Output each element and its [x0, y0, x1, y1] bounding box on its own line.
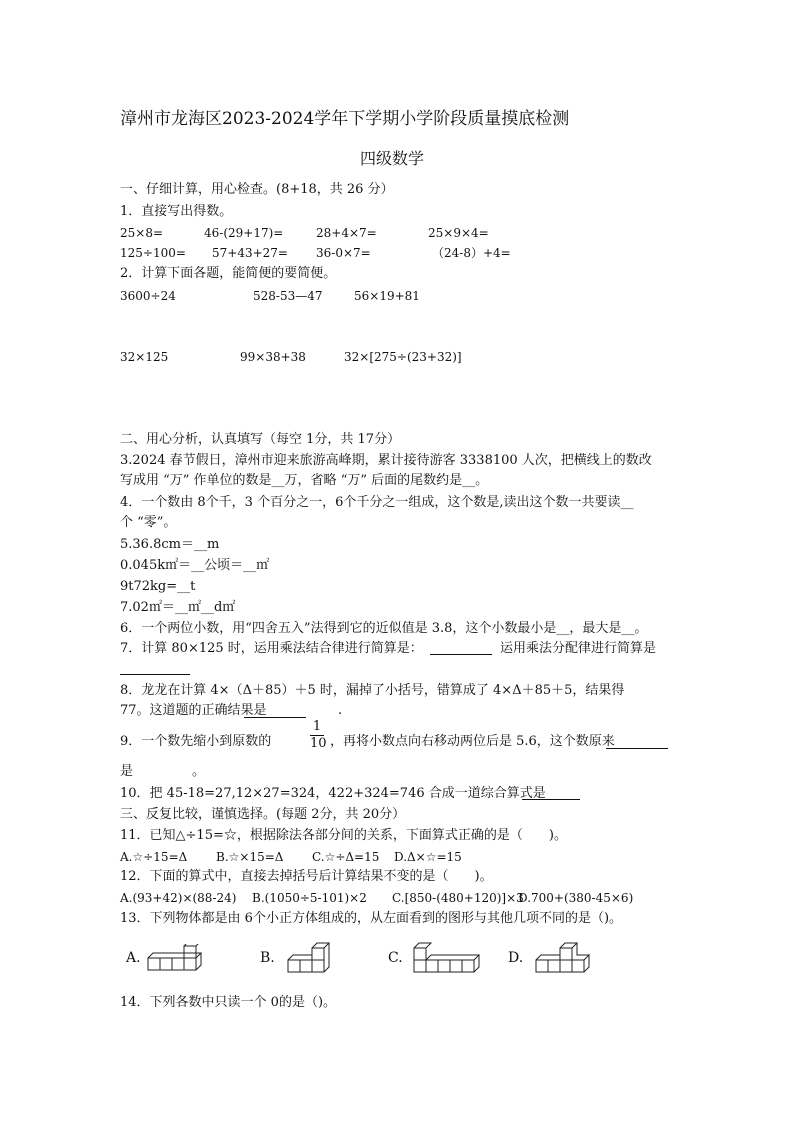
q5-c: 9t72kg=__t — [120, 579, 196, 594]
q1-item: 57+43+27= — [212, 246, 288, 260]
q2-item: 99×38+38 — [240, 350, 306, 364]
q9-fraction-numerator: 1 — [312, 719, 322, 734]
section1-heading: 一、仔细计算，用心检查。(8+18，共 26 分） — [120, 182, 394, 197]
q1-item: 25×9×4= — [428, 226, 489, 240]
q13-option-b-label[interactable]: B. — [260, 950, 275, 966]
q13-option-d-label[interactable]: D. — [508, 950, 524, 966]
q8-end: . — [338, 703, 343, 718]
q14: 14．下列各数中只读一个 0的是（)。 — [120, 995, 337, 1010]
q11-option-d[interactable]: D.Δ×☆=15 — [394, 850, 462, 864]
q1-item: 28+4×7= — [316, 226, 377, 240]
q3-line2: 写成用 “万” 作单位的数是__万，省略 “万” 后面的尾数约是__。 — [120, 473, 489, 488]
q12-option-b[interactable]: B.(1050÷5-101)×2 — [252, 891, 367, 905]
q12: 12．下面的算式中，直接去掉括号后计算结果不变的是（ )。 — [120, 869, 493, 884]
q11-option-b[interactable]: B.☆×15=Δ — [216, 850, 284, 864]
q8-line2: 77。这道题的正确结果是 — [120, 703, 267, 718]
q9-a: 9．一个数先缩小到原数的 — [120, 734, 272, 749]
q6: 6．一个两位小数，用“四舍五入”法得到它的近似值是 3.8，这个小数最小是__，最大是__。 — [120, 621, 648, 636]
q7-b: 运用乘法分配律进行简算是 — [500, 641, 657, 656]
q1-item: 46-(29+17)= — [204, 226, 284, 240]
q1-item: 36-0×7= — [316, 246, 371, 260]
q13-option-c-cubes-image — [412, 940, 484, 976]
q11: 11．已知△÷15=☆，根据除法各部分间的关系，下面算式正确的是（ )。 — [120, 828, 567, 843]
q8-line1: 8．龙龙在计算 4×（Δ＋85）＋5 时，漏掉了小括号，错算成了 4×Δ＋85＋5，结果得 — [120, 683, 625, 698]
q2-item: 32×125 — [120, 350, 169, 364]
q5-d: 7.02㎡＝__㎡__d㎡ — [120, 600, 236, 615]
exam-subtitle: 四级数学 — [360, 149, 425, 168]
q13-option-a-label[interactable]: A. — [126, 950, 141, 966]
q12-option-a[interactable]: A.(93+42)×(88-24) — [120, 891, 237, 905]
q8-blank[interactable] — [244, 717, 306, 718]
q7-a: 7．计算 80×125 时，运用乘法结合律进行简算是： — [120, 641, 423, 656]
q12-option-d[interactable]: D.700+(380-45×6) — [518, 891, 634, 905]
q9-fraction — [310, 719, 327, 751]
q13-options — [120, 938, 620, 978]
q4-line1: 4．一个数由 8个千，3 个百分之一，6个千分之一组成，这个数是,读出这个数一共要读__ — [120, 495, 634, 510]
q10-blank[interactable] — [522, 799, 580, 800]
q1-title: 1．直接写出得数。 — [120, 204, 233, 219]
q9-fraction-denominator: 10 — [310, 736, 327, 751]
q12-option-c[interactable]: C.[850-(480+120)]×3 — [392, 891, 524, 905]
q5-b: 0.045k㎡＝__公顷＝__㎡ — [120, 558, 270, 573]
q2-item: 528-53—47 — [253, 289, 323, 303]
q7-blank-1[interactable] — [430, 654, 492, 655]
q11-option-c[interactable]: C.☆÷Δ=15 — [312, 850, 380, 864]
q9-c: 是 — [120, 764, 134, 779]
q7-blank-2[interactable] — [120, 674, 190, 675]
q5-a: 5.36.8cm＝__m — [120, 537, 220, 552]
q9-b: ，再将小数点向右移动两位后是 5.6，这个数原来 — [330, 734, 615, 749]
q2-title: 2．计算下面各题，能简便的要简便。 — [120, 266, 337, 281]
q9-underline — [606, 748, 668, 749]
q2-item: 32×[275÷(23+32)] — [344, 350, 462, 364]
q9-end: 。 — [192, 764, 206, 779]
q1-item: 125÷100= — [120, 246, 186, 260]
q11-option-a[interactable]: A.☆÷15=Δ — [120, 850, 188, 864]
q13-option-a-cubes-image — [146, 944, 208, 976]
section3-heading: 三、反复比较，谨慎选择。(每题 2分，共 20分） — [120, 807, 406, 822]
q2-item: 3600÷24 — [120, 289, 176, 303]
q1-item: 25×8= — [120, 226, 164, 240]
q3-line1: 3.2024 春节假日，漳州市迎来旅游高峰期，累计接待游客 3338100 人次，把横线上的数改 — [120, 453, 652, 468]
section2-heading: 二、用心分析，认真填写（每空 1分，共 17分） — [120, 432, 401, 447]
q2-item: 56×19+81 — [354, 289, 420, 303]
q1-item: （24-8）+4= — [432, 246, 511, 260]
exam-title: 漳州市龙海区2023-2024学年下学期小学阶段质量摸底检测 — [120, 109, 570, 129]
q13-option-c-label[interactable]: C. — [388, 950, 403, 966]
q13-option-b-cubes-image — [286, 940, 336, 976]
q10: 10．把 45-18=27,12×27=324，422+324=746 合成一道综合算式是 — [120, 786, 546, 801]
q4-line2: 个 “零”。 — [120, 515, 177, 530]
q13-option-d-cubes-image — [534, 940, 598, 976]
q13: 13．下列物体都是由 6个小正方体组成的，从左面看到的图形与其他几项不同的是（)。 — [120, 911, 623, 926]
